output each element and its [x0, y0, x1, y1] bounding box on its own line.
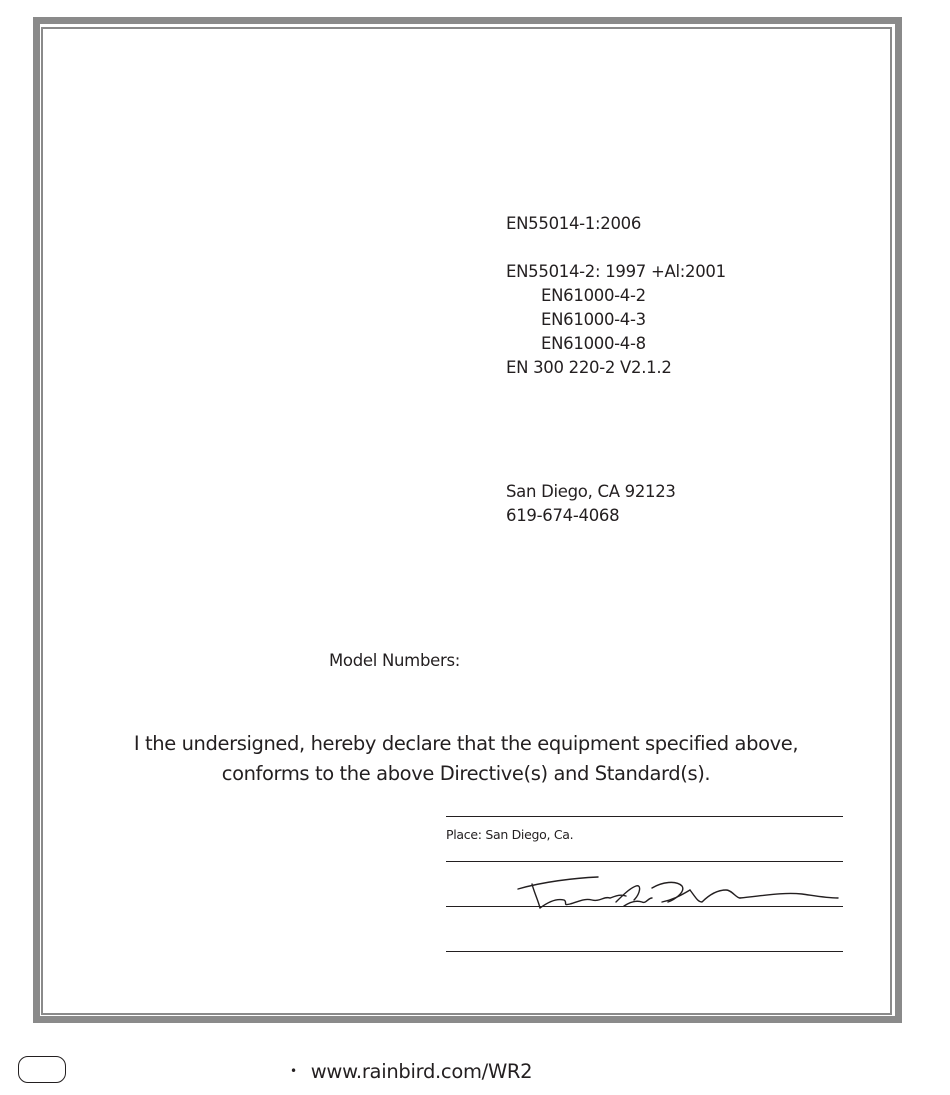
address-phone: 619-674-4068: [506, 506, 620, 525]
declaration-statement: [100, 729, 832, 789]
standard-en55014-2: EN55014-2: 1997 +Al:2001: [506, 262, 726, 281]
page-number-tab: [18, 1056, 66, 1083]
place-top-rule: [446, 816, 843, 817]
model-numbers-label: Model Numbers:: [329, 651, 461, 670]
standard-en61000-4-8: EN61000-4-8: [541, 334, 646, 353]
standard-en61000-4-2: EN61000-4-2: [541, 286, 646, 305]
standard-en300-220-2: EN 300 220-2 V2.1.2: [506, 358, 672, 377]
footer-bullet: •: [290, 1064, 297, 1078]
footer-url-text[interactable]: www.rainbird.com/WR2: [310, 1060, 533, 1083]
signature-bottom-rule: [446, 906, 843, 907]
address-city-line: San Diego, CA 92123: [506, 482, 676, 501]
footer-url[interactable]: [290, 1058, 532, 1088]
declaration-line-2: conforms to the above Directive(s) and Standard(s).: [221, 762, 711, 785]
inner-border: [41, 27, 892, 1015]
signature-top-rule: [446, 861, 843, 862]
standard-en55014-1: EN55014-1:2006: [506, 214, 642, 233]
date-rule: [446, 951, 843, 952]
place-text: Place: San Diego, Ca.: [446, 827, 574, 842]
declaration-line-1: I the undersigned, hereby declare that the equipment specified above,: [133, 732, 799, 755]
standard-en61000-4-3: EN61000-4-3: [541, 310, 646, 329]
handwritten-signature: [512, 872, 842, 916]
